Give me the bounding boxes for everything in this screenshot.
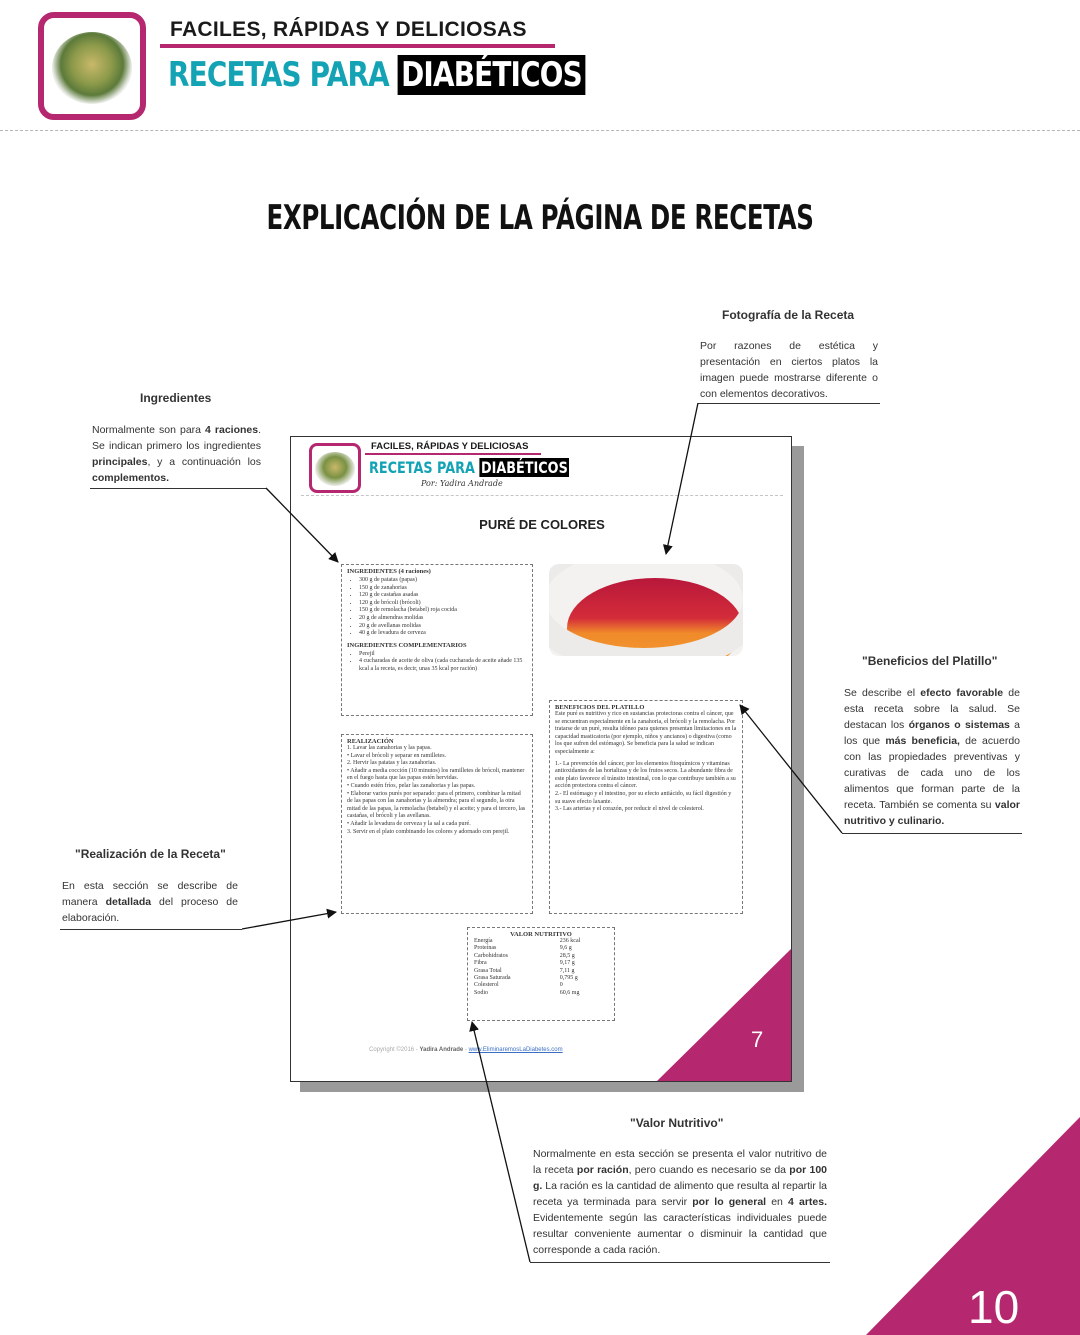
- list-item: • 120 g de castañas asadas: [359, 592, 527, 600]
- arrow-photo: [666, 403, 698, 554]
- arrow-benefits: [740, 705, 842, 833]
- list-item: • 120 g de brócoli (brócoli): [359, 600, 527, 608]
- callout-ingredients-text: Normalmente son para 4 raciones. Se indican primero los ingredientes principales, y a continuación los complementos.: [92, 424, 262, 484]
- callout-photo-text: Por razones de estética y presentación en ciertos platos la imagen puede mostrarse diferente o con elementos decorativos.: [700, 340, 878, 400]
- recipe-brand: RECETAS PARA DIABÉTICOS: [369, 458, 568, 477]
- benefits-paragraph: 1.- La prevención del cáncer, por los elementos fitoquímicos y vitaminas antioxidantes de las hortalizas y de los frutos secos. La abundante fibra de este plato favorece el tránsito intestinal, con lo que contribuye también a su acción protectora contra el cáncer.: [555, 760, 736, 790]
- list-item: • Perejil: [359, 651, 527, 659]
- arrow-realizacion: [242, 912, 336, 929]
- table-row: Sodio 60,6 mg: [474, 989, 580, 996]
- brand-part1: RECETAS PARA: [168, 55, 389, 95]
- list-item: • 40 g de levadura de cerveza: [359, 630, 527, 638]
- list-item: • Elaborar varios purés por separado: para el primero, combinar la mitad de las papas con las zanahorias y la almendra; para el segundo, la otra mitad de las papas, la remolacha (betabel) y el aceite; y para el tercero, las castañas, el brócoli y las avellanas.: [347, 790, 526, 820]
- realizacion-heading: REALIZACIÓN: [347, 738, 394, 745]
- list-item: • Cuando estén fríos, pelar las zanahorias y las papas.: [347, 782, 476, 789]
- table-row: Grasa Total 7,11 g: [474, 967, 575, 974]
- recipe-tagline: FACILES, RÁPIDAS Y DELICIOSAS: [371, 441, 529, 452]
- benefits-paragraph: 3.- Las arterias y el corazón, por reducir el nivel de colesterol.: [555, 806, 704, 813]
- callout-valor-text: Normalmente en esta sección se presenta el valor nutritivo de la receta por ración, pero cuando es necesario se da por 100 g. La ración es la cantidad de alimento que resulta al repartir la receta ya terminada para servir por lo general en 4 artes. Evidentemente según las características individuales puede resultar conveniente aumentar o disminuir la cantidad que corresponde a cada ración.: [533, 1148, 828, 1256]
- table-row: Grasa Saturada 0,795 g: [474, 975, 578, 982]
- callout-photo-heading: Fotografía de la Receta: [722, 308, 855, 322]
- benefits-paragraph: Este puré es nutritivo y rico en sustancias protectoras contra el cáncer, que se encuentran especialmente en la zanahoria, el brócoli y la remolacha. Por tratarse de un puré, resulta idóneo para quienes presentan limitaciones en la capacidad masticatoria (por ejemplo, niños y ancianos) o digestiva (como los que sufren del estómago). Se beneficia para la salud se indican especialmente a:: [555, 711, 737, 755]
- table-row: Fibra 9,17 g: [474, 960, 575, 967]
- list-item: • 300 g de patatas (papas): [359, 577, 527, 585]
- nutrition-heading: VALOR NUTRITIVO: [510, 931, 572, 938]
- list-item: 2. Hervir las patatas y las zanahorias.: [347, 760, 437, 767]
- callout-valor-heading: "Valor Nutritivo": [630, 1116, 724, 1130]
- list-item: • Añadir a media cocción (10 minutos) los ramilletes de brócoli, mantener en el fuego hasta que las papas estén hervidas.: [347, 767, 525, 782]
- arrow-valor: [472, 1022, 530, 1262]
- benefits-paragraph: 2.- El estómago y el intestino, por su efecto antiácido, su fácil digestión y su suave efecto laxante.: [555, 790, 732, 805]
- table-row: Energía 236 kcal: [474, 938, 581, 944]
- recipe-website-link[interactable]: www.EliminaremosLaDiabetes.com: [468, 1047, 563, 1053]
- table-row: Carbohidratos 28,5 g: [474, 952, 575, 959]
- list-item: • 150 g de zanahorias: [359, 585, 527, 593]
- list-item: • Lavar el brócoli y separar en ramilletes.: [347, 752, 447, 759]
- list-item: • Añadir la levadura de cerveza y la sal a cada puré.: [347, 820, 471, 827]
- recipe-title: PURÉ DE COLORES: [479, 517, 605, 532]
- complements-heading: INGREDIENTES COMPLEMENTARIOS: [347, 641, 467, 649]
- benefits-heading: BENEFICIOS DEL PLATILLO: [555, 704, 645, 711]
- arrow-ingredients: [266, 488, 338, 562]
- list-item: 1. Lavar las zanahorias y las papas.: [347, 745, 432, 751]
- recipe-author: Por: Yadira Andrade: [421, 479, 503, 488]
- list-item: • 4 cucharadas de aceite de oliva (cada cucharada de aceite añade 135 kcal a la receta, es decir, unas 35 kcal por ración): [359, 658, 527, 673]
- callout-benefits-heading: "Beneficios del Platillo": [862, 654, 998, 668]
- table-row: Proteínas 9,6 g: [474, 945, 572, 952]
- recipe-page-number: 7: [751, 1027, 764, 1052]
- list-item: • 150 g de remolacha (betabel) roja cocida: [359, 607, 527, 615]
- table-row: Colesterol 0: [474, 982, 563, 989]
- callout-ingredients-heading: Ingredientes: [140, 391, 212, 405]
- page-number: 10: [968, 1281, 1020, 1333]
- list-item: • 20 g de avellanas molidas: [359, 623, 527, 631]
- callout-realizacion-text: En esta sección se describe de manera detallada del proceso de elaboración.: [62, 880, 238, 924]
- callout-realizacion-heading: "Realización de la Receta": [75, 847, 226, 861]
- recipe-copyright: Copyright ©2016 - Yadira Andrade - www.EliminaremosLaDiabetes.com: [369, 1047, 563, 1053]
- header-tagline: FACILES, RÁPIDAS Y DELICIOSAS: [170, 18, 527, 41]
- page-title: EXPLICACIÓN DE LA PÁGINA DE RECETAS: [266, 198, 814, 238]
- ingredients-heading: INGREDIENTES (4 raciones): [347, 568, 431, 575]
- brand-part2: DIABÉTICOS: [398, 55, 585, 95]
- list-item: • 20 g de almendras molidas: [359, 615, 527, 623]
- list-item: 3. Servir en el plato combinando los colores y adornado con perejil.: [347, 828, 510, 835]
- callout-benefits-text: Se describe el efecto favorable de esta receta sobre la salud. Se destacan los órganos o sistemas a los que más beneficia, de acuerdo con las propiedades preventivas y curativas de cada uno de los alimentos que forman parte de la receta. También se comenta su valor nutritivo y culinario.: [844, 687, 1020, 827]
